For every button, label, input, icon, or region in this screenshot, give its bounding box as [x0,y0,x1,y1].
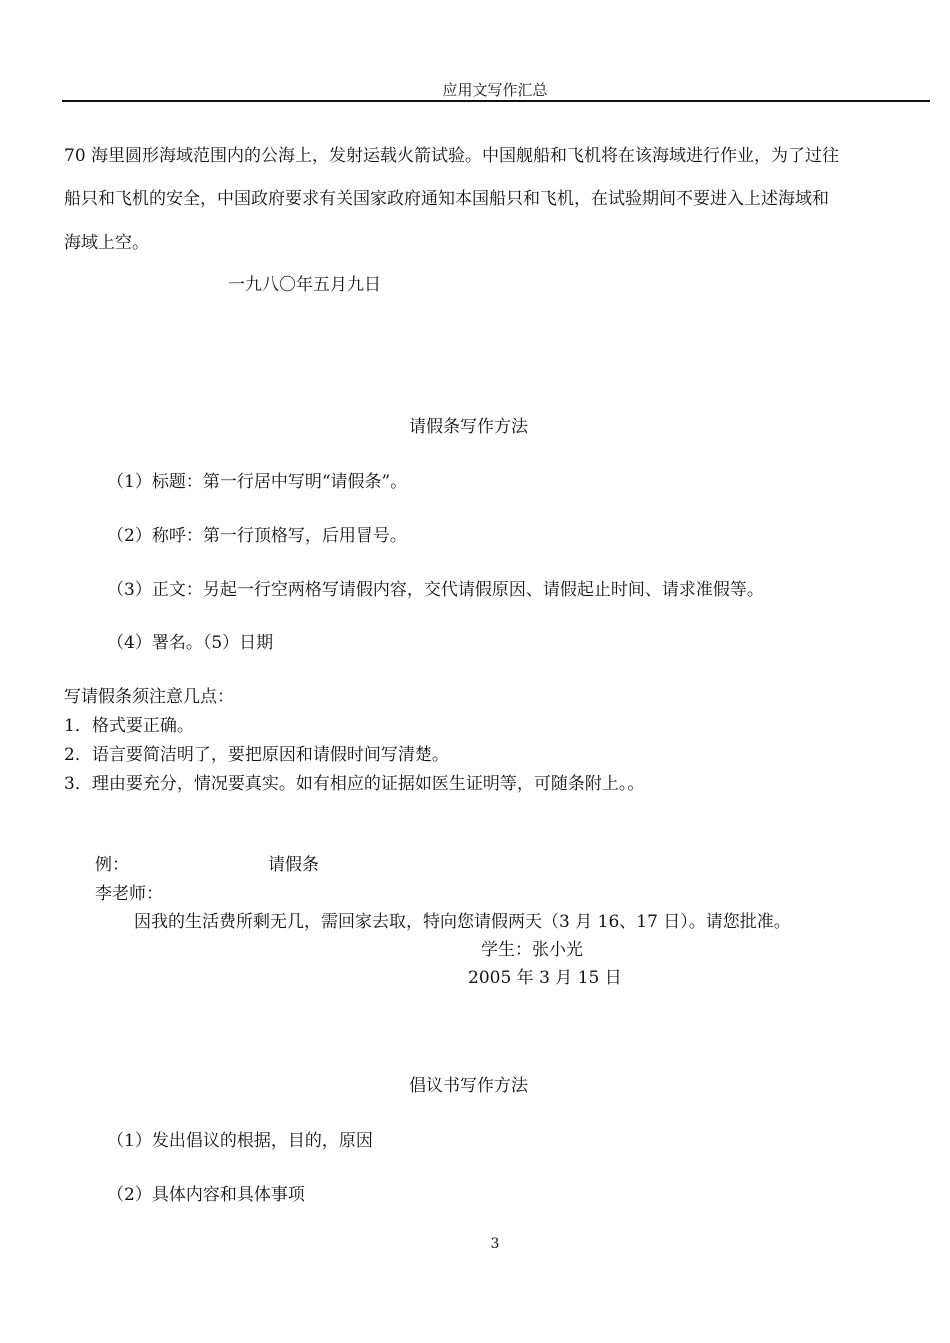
example-title: 请假条 [268,855,319,875]
leave-note-1: 1．格式要正确。 [64,716,194,736]
proposal-step-1: （1）发出倡议的根据，目的，原因 [107,1131,373,1151]
leave-step-1: （1）标题：第一行居中写明“请假条”。 [107,472,408,492]
page-header: 应用文写作汇总 [442,81,548,99]
leave-notes-title: 写请假条须注意几点： [64,687,234,707]
leave-note-2: 2．语言要简洁明了，要把原因和请假时间写清楚。 [64,745,449,765]
leave-heading: 请假条写作方法 [409,417,528,437]
page-number: 3 [490,1236,500,1252]
example-label: 例： [95,855,129,875]
header-divider [62,100,930,102]
leave-step-2: （2）称呼：第一行顶格写，后用冒号。 [107,526,407,546]
example-date: 2005 年 3 月 15 日 [468,968,622,988]
leave-step-3: （3）正文：另起一行空两格写请假内容，交代请假原因、请假起止时间、请求准假等。 [107,580,764,600]
proposal-heading: 倡议书写作方法 [409,1076,528,1096]
notice-line-2: 船只和飞机的安全，中国政府要求有关国家政府通知本国船只和飞机，在试验期间不要进入上述海域和 [64,189,829,209]
notice-line-1: 70 海里圆形海域范围内的公海上，发射运载火箭试验。中国舰船和飞机将在该海域进行作业，为了过往 [64,146,840,166]
example-signature: 学生：张小光 [481,940,583,960]
example-body: 因我的生活费所剩无几，需回家去取，特向您请假两天（3 月 16、17 日）。请您批准。 [134,912,791,932]
proposal-step-2: （2）具体内容和具体事项 [107,1185,305,1205]
leave-note-3: 3．理由要充分，情况要真实。如有相应的证据如医生证明等，可随条附上。。 [64,774,645,794]
leave-step-4: （4）署名。（5）日期 [107,633,274,653]
notice-line-3: 海域上空。 [64,233,149,253]
example-salutation: 李老师： [95,884,163,904]
notice-date: 一九八〇年五月九日 [228,275,381,295]
